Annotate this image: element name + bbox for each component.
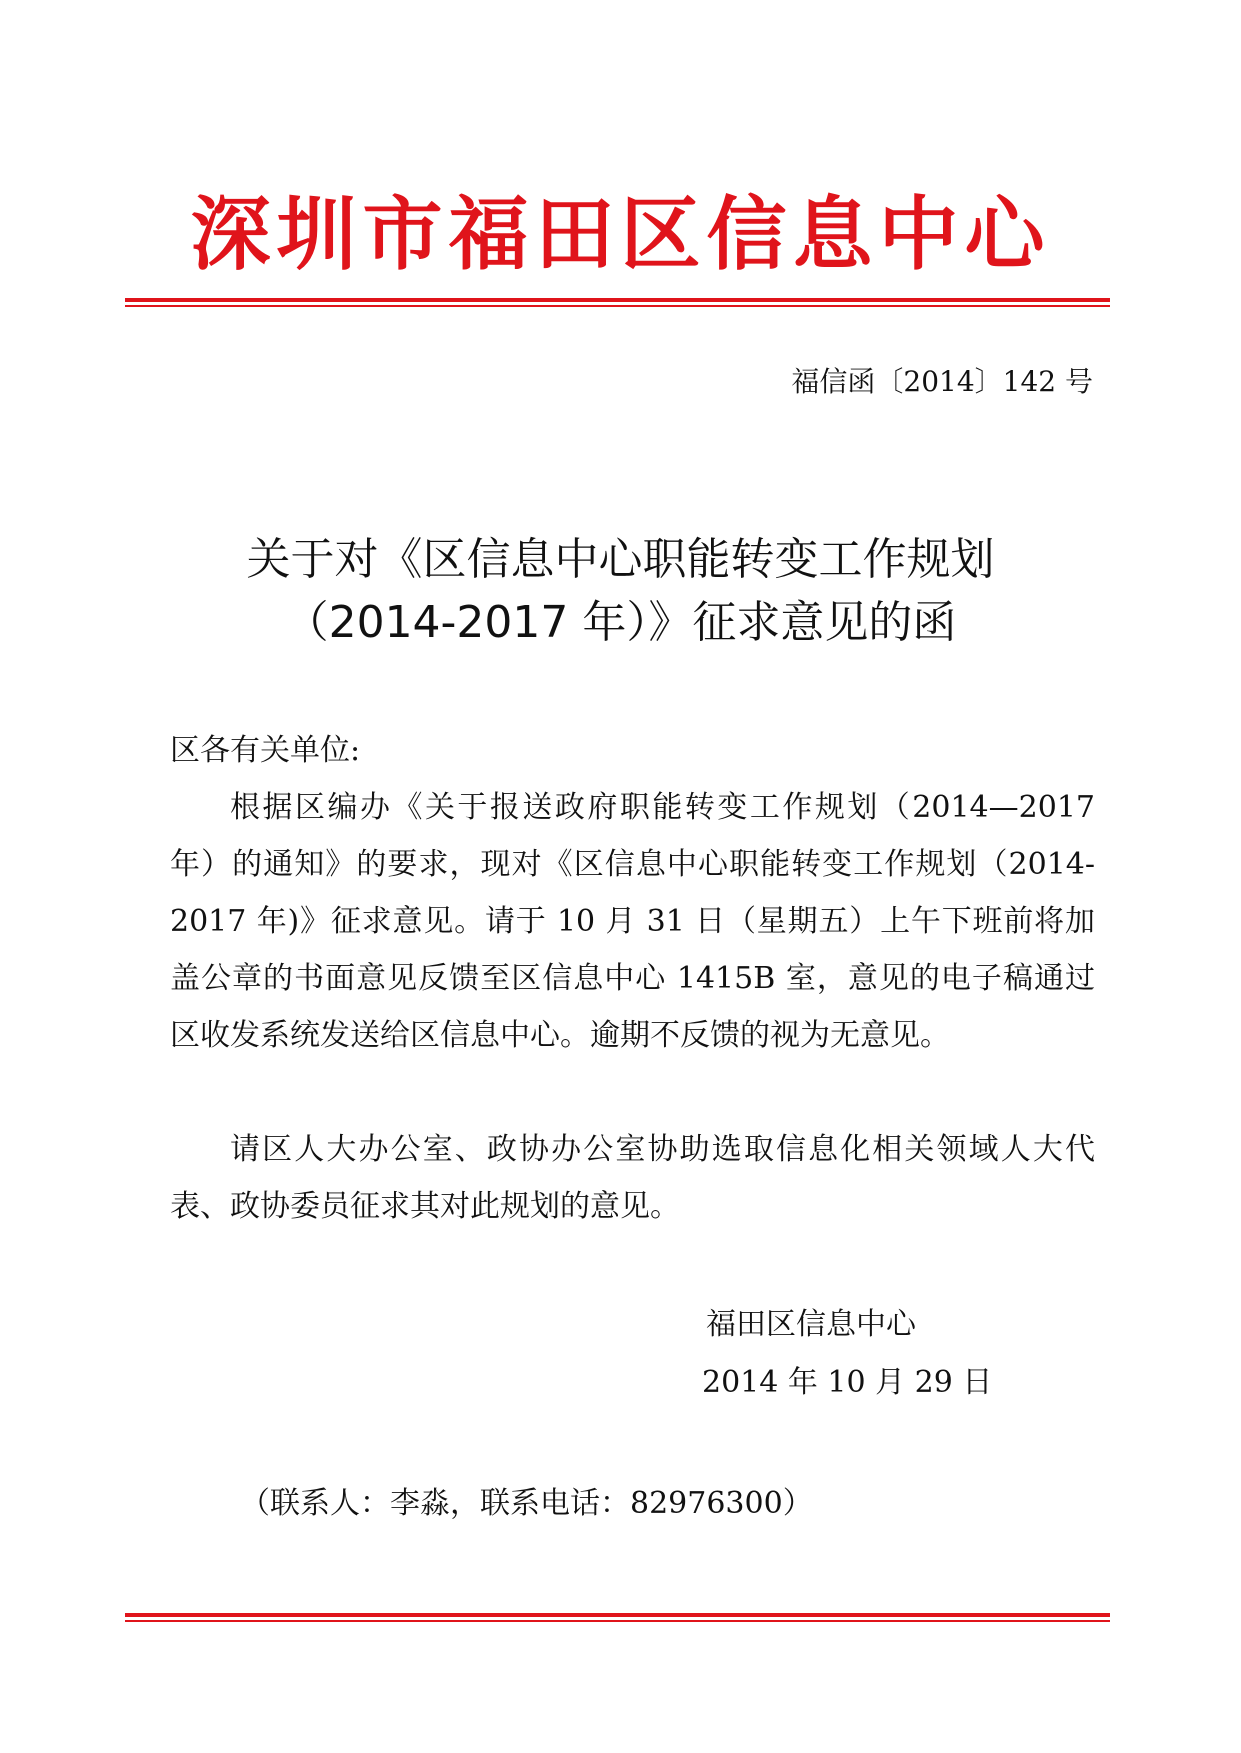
contact-info: （联系人：李淼，联系电话：82976300）: [240, 1486, 813, 1521]
body-paragraph-1: 根据区编办《关于报送政府职能转变工作规划（2014—2017 年）的通知》的要求，现对《区信息中心职能转变工作规划（2014-2017 年)》征求意见。请于 10 月 31 日（星期五）上午下班前将加盖公章的书面意见反馈至区信息中心 1415B 室，意见的电子稿通过区收发系统发送给区信息中心。逾期不反馈的视为无意见。: [170, 790, 1095, 1053]
issuer-signature: 福田区信息中心: [706, 1307, 916, 1342]
salutation: 区各有关单位:: [170, 733, 361, 768]
issue-date: 2014 年 10 月 29 日: [702, 1365, 993, 1400]
header-rule-thick: [125, 298, 1110, 302]
body-paragraph-2: 请区人大办公室、政协办公室协助选取信息化相关领域人大代表、政协委员征求其对此规划的意见。: [170, 1132, 1095, 1224]
document-number: 福信函〔2014〕142 号: [791, 365, 1093, 398]
title-line-2: （2014-2017 年）》征求意见的函: [284, 597, 957, 648]
org-masthead: 深圳市福田区信息中心: [190, 188, 1051, 281]
document-title: [0, 528, 1241, 654]
footer-rule-thin: [125, 1620, 1110, 1622]
header-rule-thin: [125, 305, 1110, 307]
title-line-1: 关于对《区信息中心职能转变工作规划: [246, 534, 995, 585]
footer-rule-thick: [125, 1613, 1110, 1617]
